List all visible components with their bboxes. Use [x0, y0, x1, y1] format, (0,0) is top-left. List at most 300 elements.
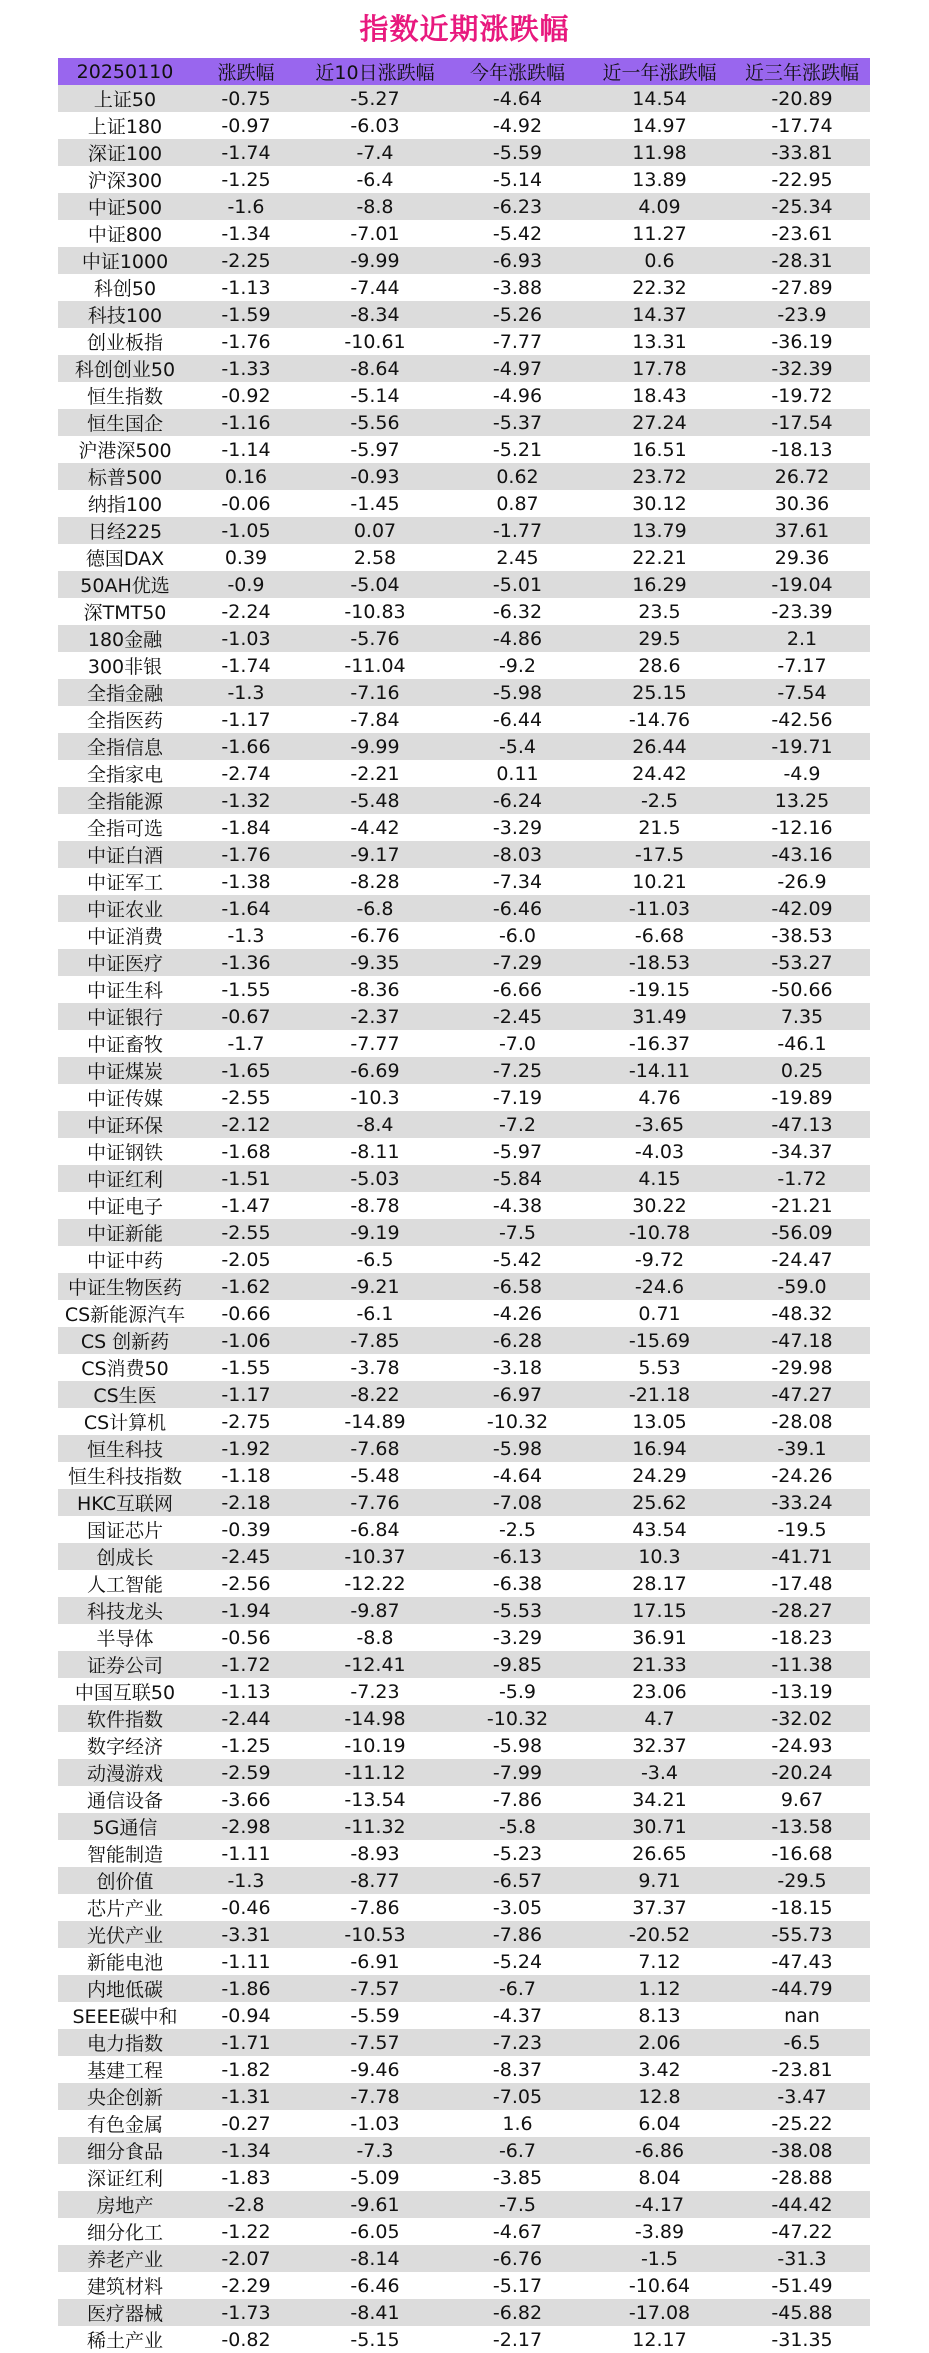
1year-change-cell: 17.15	[585, 1597, 734, 1624]
table-row	[58, 220, 870, 247]
index-name-cell: 50AH优选	[58, 571, 192, 598]
ytd-change-cell: -3.29	[450, 814, 585, 841]
change-cell: -1.3	[192, 679, 300, 706]
change-cell: -1.73	[192, 2299, 300, 2326]
ytd-change-cell: -8.37	[450, 2056, 585, 2083]
table-row	[58, 1030, 870, 1057]
10day-change-cell: -5.59	[300, 2002, 450, 2029]
ytd-change-cell: -6.58	[450, 1273, 585, 1300]
change-cell: -2.8	[192, 2191, 300, 2218]
3year-change-cell: 30.36	[734, 490, 870, 517]
header-1year-change: 近一年涨跌幅	[585, 58, 734, 85]
10day-change-cell: -0.93	[300, 463, 450, 490]
index-name-cell: 恒生指数	[58, 382, 192, 409]
1year-change-cell: 25.62	[585, 1489, 734, 1516]
table-row	[58, 976, 870, 1003]
10day-change-cell: -8.34	[300, 301, 450, 328]
index-name-cell: 中证新能	[58, 1219, 192, 1246]
3year-change-cell: -18.13	[734, 436, 870, 463]
3year-change-cell: -25.34	[734, 193, 870, 220]
ytd-change-cell: 0.87	[450, 490, 585, 517]
1year-change-cell: 7.12	[585, 1948, 734, 1975]
ytd-change-cell: -7.99	[450, 1759, 585, 1786]
10day-change-cell: -6.46	[300, 2272, 450, 2299]
change-cell: -2.44	[192, 1705, 300, 1732]
10day-change-cell: -11.04	[300, 652, 450, 679]
ytd-change-cell: -6.82	[450, 2299, 585, 2326]
index-name-cell: 全指能源	[58, 787, 192, 814]
3year-change-cell: -17.74	[734, 112, 870, 139]
1year-change-cell: 27.24	[585, 409, 734, 436]
3year-change-cell: -29.5	[734, 1867, 870, 1894]
change-cell: -1.11	[192, 1948, 300, 1975]
3year-change-cell: -32.39	[734, 355, 870, 382]
3year-change-cell: -24.93	[734, 1732, 870, 1759]
10day-change-cell: -1.03	[300, 2110, 450, 2137]
ytd-change-cell: -7.29	[450, 949, 585, 976]
3year-change-cell: -50.66	[734, 976, 870, 1003]
table-body	[58, 85, 870, 2353]
10day-change-cell: -7.3	[300, 2137, 450, 2164]
change-cell: -3.31	[192, 1921, 300, 1948]
ytd-change-cell: -6.97	[450, 1381, 585, 1408]
table-row	[58, 1921, 870, 1948]
10day-change-cell: -4.42	[300, 814, 450, 841]
change-cell: -2.75	[192, 1408, 300, 1435]
10day-change-cell: -5.09	[300, 2164, 450, 2191]
1year-change-cell: 26.44	[585, 733, 734, 760]
10day-change-cell: -8.64	[300, 355, 450, 382]
1year-change-cell: -19.15	[585, 976, 734, 1003]
change-cell: -2.25	[192, 247, 300, 274]
3year-change-cell: 0.25	[734, 1057, 870, 1084]
change-cell: -1.74	[192, 139, 300, 166]
ytd-change-cell: -1.77	[450, 517, 585, 544]
index-name-cell: 科创创业50	[58, 355, 192, 382]
change-cell: -0.67	[192, 1003, 300, 1030]
table-row	[58, 2299, 870, 2326]
1year-change-cell: 3.42	[585, 2056, 734, 2083]
header-ytd-change: 今年涨跌幅	[450, 58, 585, 85]
table-row	[58, 679, 870, 706]
10day-change-cell: -6.1	[300, 1300, 450, 1327]
index-name-cell: CS消费50	[58, 1354, 192, 1381]
table-row	[58, 1084, 870, 1111]
change-cell: -1.34	[192, 2137, 300, 2164]
change-cell: -1.82	[192, 2056, 300, 2083]
ytd-change-cell: -5.8	[450, 1813, 585, 1840]
index-name-cell: 上证180	[58, 112, 192, 139]
1year-change-cell: 21.5	[585, 814, 734, 841]
10day-change-cell: -8.93	[300, 1840, 450, 1867]
change-cell: -2.98	[192, 1813, 300, 1840]
10day-change-cell: -10.83	[300, 598, 450, 625]
index-name-cell: 中证中药	[58, 1246, 192, 1273]
1year-change-cell: 13.89	[585, 166, 734, 193]
table-row	[58, 1273, 870, 1300]
change-cell: -1.94	[192, 1597, 300, 1624]
ytd-change-cell: -4.96	[450, 382, 585, 409]
index-name-cell: 德国DAX	[58, 544, 192, 571]
1year-change-cell: 30.22	[585, 1192, 734, 1219]
table-row	[58, 544, 870, 571]
10day-change-cell: -8.28	[300, 868, 450, 895]
1year-change-cell: 17.78	[585, 355, 734, 382]
index-name-cell: 全指可选	[58, 814, 192, 841]
10day-change-cell: -7.01	[300, 220, 450, 247]
ytd-change-cell: -5.24	[450, 1948, 585, 1975]
10day-change-cell: -10.61	[300, 328, 450, 355]
index-name-cell: 深TMT50	[58, 598, 192, 625]
change-cell: -1.34	[192, 220, 300, 247]
change-cell: -1.38	[192, 868, 300, 895]
table-row	[58, 1462, 870, 1489]
10day-change-cell: -7.68	[300, 1435, 450, 1462]
table-row	[58, 1678, 870, 1705]
change-cell: -1.03	[192, 625, 300, 652]
3year-change-cell: -13.58	[734, 1813, 870, 1840]
index-name-cell: CS新能源汽车	[58, 1300, 192, 1327]
ytd-change-cell: -7.5	[450, 1219, 585, 1246]
10day-change-cell: -5.03	[300, 1165, 450, 1192]
index-name-cell: 沪港深500	[58, 436, 192, 463]
change-cell: -2.55	[192, 1084, 300, 1111]
change-cell: -1.83	[192, 2164, 300, 2191]
ytd-change-cell: -6.44	[450, 706, 585, 733]
1year-change-cell: -2.5	[585, 787, 734, 814]
1year-change-cell: -24.6	[585, 1273, 734, 1300]
10day-change-cell: -8.8	[300, 1624, 450, 1651]
3year-change-cell: -7.17	[734, 652, 870, 679]
table-row	[58, 2218, 870, 2245]
table-row	[58, 1300, 870, 1327]
ytd-change-cell: -3.85	[450, 2164, 585, 2191]
index-name-cell: 软件指数	[58, 1705, 192, 1732]
ytd-change-cell: -5.01	[450, 571, 585, 598]
ytd-change-cell: -7.77	[450, 328, 585, 355]
10day-change-cell: -10.37	[300, 1543, 450, 1570]
ytd-change-cell: 0.62	[450, 463, 585, 490]
1year-change-cell: 30.71	[585, 1813, 734, 1840]
table-row	[58, 1651, 870, 1678]
3year-change-cell: -31.35	[734, 2326, 870, 2353]
10day-change-cell: -5.15	[300, 2326, 450, 2353]
index-name-cell: 全指信息	[58, 733, 192, 760]
table-row	[58, 1624, 870, 1651]
ytd-change-cell: -5.98	[450, 1732, 585, 1759]
table-row	[58, 895, 870, 922]
3year-change-cell: -18.15	[734, 1894, 870, 1921]
ytd-change-cell: -5.42	[450, 220, 585, 247]
table-row	[58, 2110, 870, 2137]
1year-change-cell: 4.76	[585, 1084, 734, 1111]
index-name-cell: 智能制造	[58, 1840, 192, 1867]
ytd-change-cell: -7.23	[450, 2029, 585, 2056]
3year-change-cell: 37.61	[734, 517, 870, 544]
1year-change-cell: 14.54	[585, 85, 734, 112]
10day-change-cell: -6.5	[300, 1246, 450, 1273]
ytd-change-cell: 0.11	[450, 760, 585, 787]
1year-change-cell: 10.3	[585, 1543, 734, 1570]
index-name-cell: 中证红利	[58, 1165, 192, 1192]
table-row	[58, 1138, 870, 1165]
index-name-cell: 中证银行	[58, 1003, 192, 1030]
change-cell: -1.86	[192, 1975, 300, 2002]
index-name-cell: 中证1000	[58, 247, 192, 274]
change-cell: -0.66	[192, 1300, 300, 1327]
index-name-cell: 国证芯片	[58, 1516, 192, 1543]
table-row	[58, 1408, 870, 1435]
10day-change-cell: -12.22	[300, 1570, 450, 1597]
10day-change-cell: -5.48	[300, 787, 450, 814]
3year-change-cell: -28.08	[734, 1408, 870, 1435]
index-name-cell: 证券公司	[58, 1651, 192, 1678]
10day-change-cell: -3.78	[300, 1354, 450, 1381]
index-name-cell: 央企创新	[58, 2083, 192, 2110]
table-row	[58, 868, 870, 895]
ytd-change-cell: -7.08	[450, 1489, 585, 1516]
ytd-change-cell: -7.5	[450, 2191, 585, 2218]
change-cell: -0.39	[192, 1516, 300, 1543]
10day-change-cell: -6.84	[300, 1516, 450, 1543]
table-row	[58, 2029, 870, 2056]
3year-change-cell: -3.47	[734, 2083, 870, 2110]
10day-change-cell: -7.23	[300, 1678, 450, 1705]
1year-change-cell: 4.09	[585, 193, 734, 220]
3year-change-cell: -47.18	[734, 1327, 870, 1354]
ytd-change-cell: -9.2	[450, 652, 585, 679]
change-cell: -1.76	[192, 328, 300, 355]
change-cell: -2.29	[192, 2272, 300, 2299]
index-name-cell: 全指医药	[58, 706, 192, 733]
change-cell: -1.25	[192, 166, 300, 193]
change-cell: -1.06	[192, 1327, 300, 1354]
table-row	[58, 2272, 870, 2299]
index-name-cell: 中证500	[58, 193, 192, 220]
1year-change-cell: 24.42	[585, 760, 734, 787]
3year-change-cell: -27.89	[734, 274, 870, 301]
10day-change-cell: -14.98	[300, 1705, 450, 1732]
table-row	[58, 1867, 870, 1894]
3year-change-cell: -34.37	[734, 1138, 870, 1165]
ytd-change-cell: -6.24	[450, 787, 585, 814]
1year-change-cell: 28.6	[585, 652, 734, 679]
change-cell: -1.11	[192, 1840, 300, 1867]
table-row	[58, 490, 870, 517]
10day-change-cell: -8.4	[300, 1111, 450, 1138]
change-cell: -2.24	[192, 598, 300, 625]
table-row	[58, 2056, 870, 2083]
index-name-cell: 中证生物医药	[58, 1273, 192, 1300]
table-row	[58, 517, 870, 544]
index-name-cell: 有色金属	[58, 2110, 192, 2137]
change-cell: -0.9	[192, 571, 300, 598]
ytd-change-cell: -3.05	[450, 1894, 585, 1921]
10day-change-cell: -8.41	[300, 2299, 450, 2326]
index-name-cell: CS生医	[58, 1381, 192, 1408]
3year-change-cell: -28.31	[734, 247, 870, 274]
change-cell: -1.05	[192, 517, 300, 544]
change-cell: -1.76	[192, 841, 300, 868]
10day-change-cell: -6.05	[300, 2218, 450, 2245]
table-row	[58, 1057, 870, 1084]
change-cell: -1.31	[192, 2083, 300, 2110]
ytd-change-cell: -4.92	[450, 112, 585, 139]
change-cell: -1.33	[192, 355, 300, 382]
3year-change-cell: -28.88	[734, 2164, 870, 2191]
10day-change-cell: -9.99	[300, 247, 450, 274]
3year-change-cell: -6.5	[734, 2029, 870, 2056]
change-cell: 0.16	[192, 463, 300, 490]
1year-change-cell: -18.53	[585, 949, 734, 976]
10day-change-cell: -10.3	[300, 1084, 450, 1111]
3year-change-cell: -19.04	[734, 571, 870, 598]
index-name-cell: 中证白酒	[58, 841, 192, 868]
change-cell: -1.3	[192, 1867, 300, 1894]
3year-change-cell: 13.25	[734, 787, 870, 814]
index-name-cell: 人工智能	[58, 1570, 192, 1597]
ytd-change-cell: -5.37	[450, 409, 585, 436]
index-name-cell: HKC互联网	[58, 1489, 192, 1516]
index-name-cell: 科技龙头	[58, 1597, 192, 1624]
table-row	[58, 409, 870, 436]
1year-change-cell: -11.03	[585, 895, 734, 922]
1year-change-cell: 29.5	[585, 625, 734, 652]
3year-change-cell: -17.48	[734, 1570, 870, 1597]
table-row	[58, 2245, 870, 2272]
ytd-change-cell: -5.84	[450, 1165, 585, 1192]
1year-change-cell: 16.94	[585, 1435, 734, 1462]
10day-change-cell: -10.19	[300, 1732, 450, 1759]
10day-change-cell: -5.14	[300, 382, 450, 409]
3year-change-cell: -47.13	[734, 1111, 870, 1138]
3year-change-cell: -19.89	[734, 1084, 870, 1111]
1year-change-cell: 1.12	[585, 1975, 734, 2002]
3year-change-cell: 2.1	[734, 625, 870, 652]
change-cell: -1.13	[192, 274, 300, 301]
1year-change-cell: -4.17	[585, 2191, 734, 2218]
ytd-change-cell: -5.4	[450, 733, 585, 760]
10day-change-cell: -7.76	[300, 1489, 450, 1516]
1year-change-cell: -10.64	[585, 2272, 734, 2299]
table-row	[58, 571, 870, 598]
10day-change-cell: -2.37	[300, 1003, 450, 1030]
table-row	[58, 2164, 870, 2191]
table-row	[58, 301, 870, 328]
index-name-cell: 中证传媒	[58, 1084, 192, 1111]
3year-change-cell: -22.95	[734, 166, 870, 193]
1year-change-cell: -4.03	[585, 1138, 734, 1165]
10day-change-cell: -8.77	[300, 1867, 450, 1894]
1year-change-cell: 43.54	[585, 1516, 734, 1543]
1year-change-cell: -14.76	[585, 706, 734, 733]
3year-change-cell: -33.81	[734, 139, 870, 166]
index-name-cell: 建筑材料	[58, 2272, 192, 2299]
3year-change-cell: -7.54	[734, 679, 870, 706]
1year-change-cell: -17.5	[585, 841, 734, 868]
page-title: 指数近期涨跌幅	[359, 12, 570, 46]
3year-change-cell: -47.22	[734, 2218, 870, 2245]
table-row	[58, 1813, 870, 1840]
change-cell: -0.06	[192, 490, 300, 517]
index-name-cell: 科创50	[58, 274, 192, 301]
10day-change-cell: -14.89	[300, 1408, 450, 1435]
1year-change-cell: 13.31	[585, 328, 734, 355]
3year-change-cell: -19.72	[734, 382, 870, 409]
table-row	[58, 1705, 870, 1732]
table-row	[58, 1732, 870, 1759]
table-row	[58, 706, 870, 733]
10day-change-cell: -8.78	[300, 1192, 450, 1219]
3year-change-cell: nan	[734, 2002, 870, 2029]
3year-change-cell: -44.79	[734, 1975, 870, 2002]
change-cell: -1.16	[192, 409, 300, 436]
1year-change-cell: 4.7	[585, 1705, 734, 1732]
table-row	[58, 1219, 870, 1246]
table-row	[58, 166, 870, 193]
index-name-cell: 全指家电	[58, 760, 192, 787]
1year-change-cell: 18.43	[585, 382, 734, 409]
table-row	[58, 949, 870, 976]
1year-change-cell: 23.06	[585, 1678, 734, 1705]
ytd-change-cell: -5.97	[450, 1138, 585, 1165]
ytd-change-cell: -5.14	[450, 166, 585, 193]
1year-change-cell: 22.32	[585, 274, 734, 301]
change-cell: -0.97	[192, 112, 300, 139]
1year-change-cell: 13.05	[585, 1408, 734, 1435]
1year-change-cell: 6.04	[585, 2110, 734, 2137]
3year-change-cell: -51.49	[734, 2272, 870, 2299]
10day-change-cell: -5.27	[300, 85, 450, 112]
ytd-change-cell: -2.45	[450, 1003, 585, 1030]
ytd-change-cell: -2.17	[450, 2326, 585, 2353]
1year-change-cell: 31.49	[585, 1003, 734, 1030]
header-3year-change: 近三年涨跌幅	[734, 58, 870, 85]
3year-change-cell: -17.54	[734, 409, 870, 436]
10day-change-cell: -9.19	[300, 1219, 450, 1246]
change-cell: -2.59	[192, 1759, 300, 1786]
10day-change-cell: -9.87	[300, 1597, 450, 1624]
1year-change-cell: 23.72	[585, 463, 734, 490]
3year-change-cell: -47.43	[734, 1948, 870, 1975]
index-name-cell: 上证50	[58, 85, 192, 112]
table-row	[58, 2326, 870, 2353]
ytd-change-cell: -6.13	[450, 1543, 585, 1570]
ytd-change-cell: -6.32	[450, 598, 585, 625]
index-name-cell: 细分化工	[58, 2218, 192, 2245]
1year-change-cell: 2.06	[585, 2029, 734, 2056]
change-cell: -1.7	[192, 1030, 300, 1057]
change-cell: -1.6	[192, 193, 300, 220]
1year-change-cell: 4.15	[585, 1165, 734, 1192]
10day-change-cell: -5.04	[300, 571, 450, 598]
1year-change-cell: 11.27	[585, 220, 734, 247]
index-name-cell: 5G通信	[58, 1813, 192, 1840]
1year-change-cell: -3.65	[585, 1111, 734, 1138]
index-name-cell: 基建工程	[58, 2056, 192, 2083]
index-performance-table	[58, 58, 870, 2353]
ytd-change-cell: -5.9	[450, 1678, 585, 1705]
10day-change-cell: -7.4	[300, 139, 450, 166]
change-cell: -1.65	[192, 1057, 300, 1084]
3year-change-cell: -45.88	[734, 2299, 870, 2326]
index-name-cell: SEEE碳中和	[58, 2002, 192, 2029]
1year-change-cell: 11.98	[585, 139, 734, 166]
ytd-change-cell: -6.38	[450, 1570, 585, 1597]
1year-change-cell: 37.37	[585, 1894, 734, 1921]
change-cell: -2.05	[192, 1246, 300, 1273]
10day-change-cell: -8.36	[300, 976, 450, 1003]
